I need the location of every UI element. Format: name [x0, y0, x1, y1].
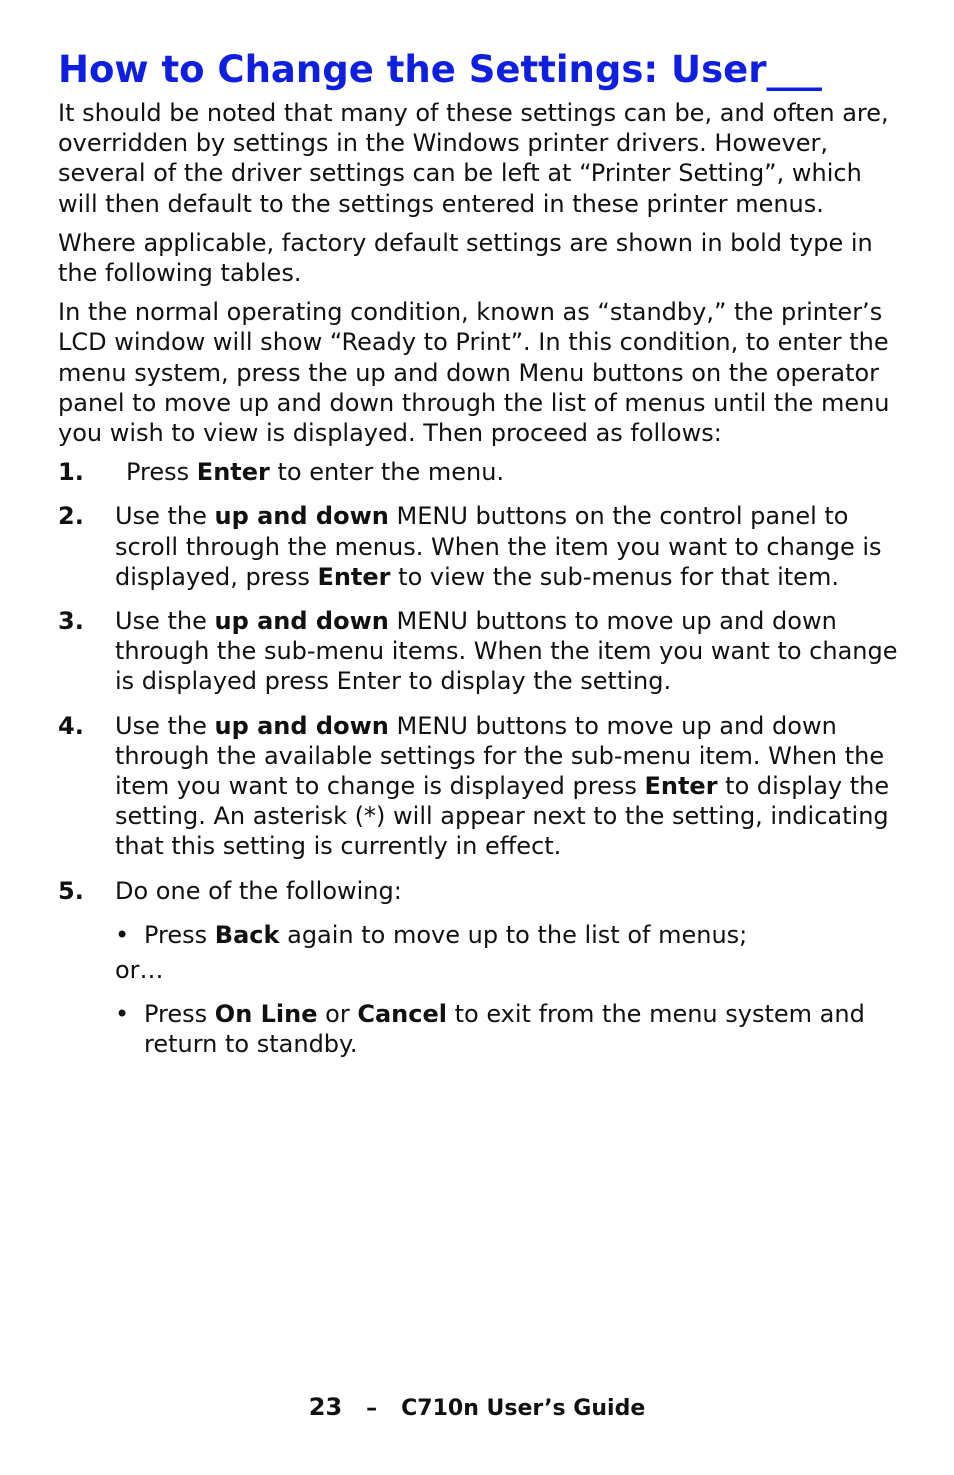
bullet-icon: •: [115, 1000, 130, 1029]
step-number: 5.: [58, 876, 84, 905]
steps-list: [58, 457, 898, 1059]
step-text: Use the up and down MENU buttons to move up and down through the available settings for the sub-menu item. When the item you want to change is displayed press Enter to display the setting. An asterisk (*) will appear next to the setting, indicating that this setting is currently in effect.: [115, 711, 890, 861]
step-text: Use the up and down MENU buttons to move up and down through the sub-menu items. When the item you want to change is displayed press Enter to display the setting.: [115, 607, 898, 696]
bold-term: Enter: [196, 458, 270, 487]
page-number: 23: [308, 1393, 343, 1421]
options-list: [115, 920, 898, 950]
footer-separator: –: [366, 1396, 378, 1421]
step-4: [58, 711, 898, 862]
option-back: • Press Back again to move up to the list of menus;: [115, 920, 748, 949]
body-text: [58, 98, 898, 1074]
bold-term: Back: [214, 920, 280, 949]
step-3: [58, 606, 898, 697]
bold-term: up and down: [214, 711, 389, 740]
step-number: 2.: [58, 502, 84, 531]
step-number: 1.: [58, 458, 84, 487]
step-number: 3.: [58, 607, 84, 636]
option-online-cancel: • Press On Line or Cancel to exit from the menu system and return to standby.: [115, 1000, 865, 1059]
intro-paragraph-2: Where applicable, factory default settings are shown in bold type in the following tables.: [58, 228, 873, 288]
intro-paragraph-1: It should be noted that many of these settings can be, and often are, overridden by settings in the Windows printer drivers. However, several of the driver settings can be left at “Printer Setting”, which will then default to the settings entered in these printer menus.: [58, 99, 889, 218]
page-title: How to Change the Settings: User___: [58, 48, 822, 91]
bold-term: Enter: [644, 772, 718, 801]
guide-title: C710n User’s Guide: [401, 1396, 646, 1421]
step-number: 4.: [58, 711, 84, 740]
or-separator: or…: [115, 956, 164, 985]
bold-term: Cancel: [357, 1000, 447, 1029]
step-2: [58, 501, 898, 592]
bold-term: On Line: [214, 1000, 318, 1029]
bold-term: up and down: [214, 607, 389, 636]
page-footer: [0, 1392, 954, 1424]
step-5: [58, 876, 898, 1060]
options-list-2: [115, 999, 898, 1059]
intro-paragraph-3: In the normal operating condition, known as “standby,” the printer’s LCD window will show “Ready to Print”. In this condition, to enter the menu system, press the up and down Menu buttons on the operator panel to move up and down through the list of menus until the menu you wish to view is displayed. Then proceed as follows:: [58, 298, 890, 448]
step-text: Press Enter to enter the menu.: [126, 458, 505, 487]
bold-term: Enter: [317, 562, 391, 591]
step-1: [58, 457, 898, 487]
step-text: Do one of the following:: [115, 876, 402, 905]
bold-term: up and down: [214, 502, 389, 531]
bullet-icon: •: [115, 920, 130, 949]
step-text: Use the up and down MENU buttons on the control panel to scroll through the menus. When the item you want to change is displayed, press Enter to view the sub-menus for that item.: [115, 502, 882, 591]
